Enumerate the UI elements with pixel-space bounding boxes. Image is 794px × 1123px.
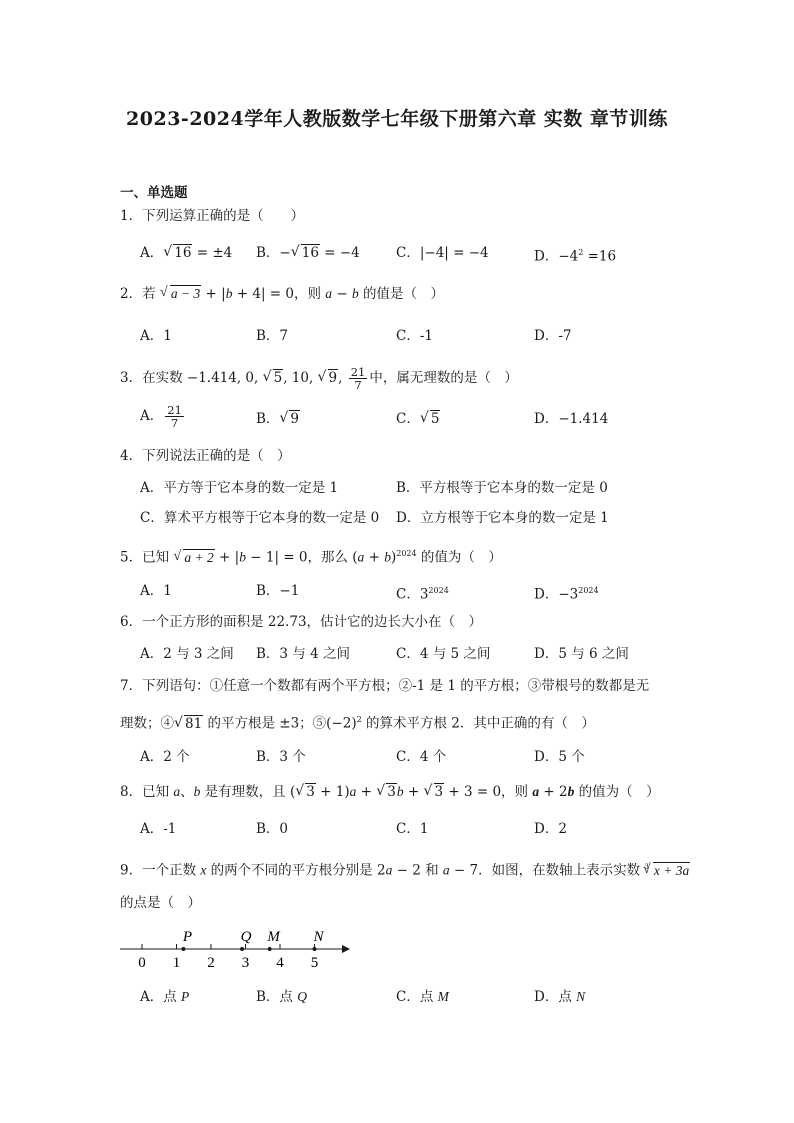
question-5-option-d[interactable]: D．$-3^{2024}$	[534, 586, 599, 603]
question-4-option-a[interactable]: A．平方等于它本身的数一定是 1	[140, 480, 339, 496]
question-2-option-b[interactable]: B．7	[256, 328, 289, 344]
number-line-point	[313, 947, 317, 951]
page-title: 2023-2024学年人教版数学七年级下册第六章 实数 章节训练	[126, 108, 668, 130]
question-3-stem: 3．在实数 −1.414, 0, √ 5, 10, √ 9, $\frac{21}{7}$ 中，属无理数的是（ ）	[120, 366, 518, 391]
question-9-option-a[interactable]: A．点 P	[140, 989, 190, 1005]
question-5-option-c[interactable]: C．$3^{2024}$	[396, 586, 449, 603]
number-line-point	[181, 947, 185, 951]
number-line-tick-label: 1	[172, 955, 181, 971]
question-8-option-a[interactable]: A．-1	[140, 821, 177, 837]
question-3-option-d[interactable]: D．−1.414	[534, 411, 609, 427]
question-3-option-a[interactable]: A． $\frac{21}{7}$	[140, 403, 182, 430]
number-line-tick-label: 3	[241, 955, 250, 971]
question-9-stem: 9．一个正数 x 的两个不同的平方根分别是 2a − 2 和 a − 7．如图，在数轴上表示实数 $^3$√ x + 3a	[120, 857, 690, 881]
question-4-option-c[interactable]: C．算术平方根等于它本身的数一定是 0	[140, 510, 380, 526]
number-line-tick-label: 0	[138, 955, 146, 971]
question-6-option-c[interactable]: C．4 与 5 之间	[396, 646, 491, 662]
question-8-option-c[interactable]: C．1	[396, 821, 429, 837]
number-line-point-label: N	[313, 929, 324, 945]
question-1-option-c[interactable]: C．|−4| = −4	[396, 245, 489, 261]
question-5-option-b[interactable]: B．−1	[256, 583, 300, 599]
question-4-option-b[interactable]: B．平方根等于它本身的数一定是 0	[396, 480, 608, 496]
question-6-stem: 6．一个正方形的面积是 22.73，估计它的边长大小在（ ）	[120, 614, 483, 630]
question-3-option-c[interactable]: C．√ 5	[396, 409, 440, 429]
question-4-stem: 4．下列说法正确的是（ ）	[120, 448, 291, 464]
question-3-option-b[interactable]: B．√ 9	[256, 409, 300, 429]
question-6-option-b[interactable]: B．3 与 4 之间	[256, 646, 350, 662]
number-line-tick-label: 4	[276, 955, 284, 971]
question-1-option-b[interactable]: B．−√ 16 = −4	[256, 243, 360, 263]
question-8-option-d[interactable]: D．2	[534, 821, 567, 837]
question-5-option-a[interactable]: A．1	[140, 583, 172, 599]
question-2-stem: 2．若 √ a − 3 + |b + 4| = 0，则 a − b 的值是（ ）	[120, 284, 444, 304]
question-1-stem: 1．下列运算正确的是（ ）	[120, 208, 305, 224]
question-8-stem: 8．已知 a、b 是有理数，且 (√ 3 + 1)a + √ 3b + √ 3 + 3 = 0，则 a + 2b 的值为（ ）	[120, 782, 660, 802]
number-line-arrow	[342, 945, 350, 953]
question-6-option-d[interactable]: D．5 与 6 之间	[534, 646, 629, 662]
number-line-point	[240, 947, 244, 951]
question-9-option-b[interactable]: B．点 Q	[256, 989, 307, 1005]
number-line-tick-label: 5	[310, 955, 319, 971]
question-2-option-d[interactable]: D．-7	[534, 328, 572, 344]
number-line-point-label: Q	[240, 929, 252, 945]
number-line-point	[268, 947, 272, 951]
question-7-option-c[interactable]: C．4 个	[396, 749, 447, 765]
number-line	[118, 925, 358, 973]
number-line-tick-label: 2	[207, 955, 215, 971]
question-8-option-b[interactable]: B．0	[256, 821, 289, 837]
number-line-point-label: M	[267, 929, 280, 945]
question-2-option-a[interactable]: A．1	[140, 328, 172, 344]
question-9-option-d[interactable]: D．点 N	[534, 989, 586, 1005]
question-5-stem: 5．已知 √ a + 2 + |b − 1| = 0，那么 $(a + b)^{2024}$ 的值为（ ）	[120, 544, 502, 568]
question-7-option-b[interactable]: B．3 个	[256, 749, 306, 765]
question-9-stem-line2: 的点是（ ）	[120, 895, 201, 911]
question-9-option-c[interactable]: C．点 M	[396, 989, 449, 1005]
question-4-option-d[interactable]: D．立方根等于它本身的数一定是 1	[396, 510, 609, 526]
question-1-option-d[interactable]: D．$-4^2 =16$	[534, 248, 617, 265]
question-7-stem: 7．下列语句：①任意一个数都有两个平方根；②-1 是 1 的平方根；③带根号的数都是无	[120, 678, 650, 694]
section-heading: 一、单选题	[120, 185, 188, 201]
question-1-option-a[interactable]: A．√ 16 = ±4	[140, 243, 232, 263]
number-line-point-label: P	[182, 929, 192, 945]
question-6-option-a[interactable]: A．2 与 3 之间	[140, 646, 234, 662]
question-7-stem-line2: 理数；④√ 81 的平方根是 ±3；$⑤(-2)^2$ 的算术平方根 2．其中正确的有（ ）	[120, 710, 595, 734]
question-7-option-a[interactable]: A．2 个	[140, 749, 190, 765]
question-7-option-d[interactable]: D．5 个	[534, 749, 585, 765]
question-2-option-c[interactable]: C．-1	[396, 328, 433, 344]
